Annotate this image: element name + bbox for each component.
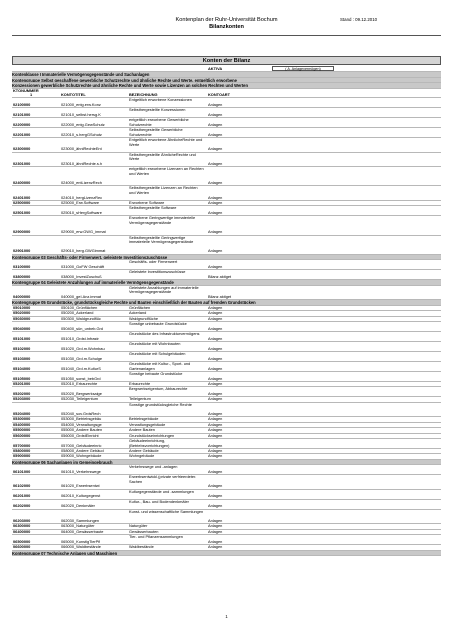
cell-bezeichnung: Andere Bauten [129,427,155,433]
accounts-table [12,56,441,556]
table-row [12,108,441,118]
cell-kontotitel: 021000_entg.erw.Konz [61,101,101,107]
group-header-row: Kontengruppe 03 Geschäfts- oder Firmenwert, geleistete Investitionszuschüsse [12,255,441,261]
cell-kontoart: Anlagen [208,263,223,269]
cell-kontoart: Anlagen [208,538,223,544]
cell-kontotitel: 029000_erw.GWG_immat [61,229,106,235]
cell-bezeichnung: Grundstücke mit Kultur-, Sport- und Gartenanlagen [129,361,191,371]
cell-bezeichnung: Grundstücke des Infrastrukturvermögens [129,331,200,336]
group-header-row: Kontengruppe 05 Grundstücke, grundstücksgleiche Rechte und Bauten einschließlich der Bauten auf fremden Grundstücken [12,300,441,306]
table-row [12,475,441,490]
cell-kontoart: Anlagen [208,194,223,200]
anlagevermoegen-label: ( A. Anlagevermögen) [272,66,334,71]
cell-kontotitel: 023010_ähnlRechte.s.h [61,160,103,166]
cell-ktonummer: 02401000 [13,194,31,200]
cell-kontotitel: 052040_sov.GrdsRech [61,410,101,416]
cell-kontotitel: 061020_Erwerbsentwi [61,483,100,489]
cell-kontoart: Anlagen [208,315,223,321]
header-rule [12,35,441,36]
cell-ktonummer: 06400000 [13,528,31,534]
cell-ktonummer: 04000000 [13,293,31,299]
cell-kontotitel: 052030_Teileigentum [61,396,98,402]
cell-bezeichnung: Selbsthergestellte ÄhnlicheRechte und Werte [129,151,196,162]
cell-bezeichnung: Verwaltungsgebäude [129,421,166,427]
cell-kontotitel: 064000_Gewässerbaute [61,528,104,534]
cell-kontoart: Anlagen [208,427,223,433]
cell-kontoart: Anlagen [208,528,223,534]
cell-ktonummer: 05101000 [13,335,31,341]
cell-kontoart: Anlagen [208,229,223,235]
col-header-index: 1 [30,92,33,98]
aktiva-row [12,65,441,72]
cell-ktonummer: 06203000 [13,518,31,523]
cell-kontoart: Anlagen [208,325,223,331]
table-row [12,510,441,525]
cell-bezeichnung: Gewässerbauten [129,528,159,534]
cell-kontotitel: 065000_KunstigTierPfl [61,538,101,544]
cell-kontotitel: 058000_Andere Gebäud [61,447,104,453]
cell-bezeichnung: Selbsthergestellte Lizenzen an Rechten und Werten [129,185,198,195]
cell-kontotitel: 022010_s.hergGSchutz [61,131,102,137]
table-row [12,270,441,280]
cell-ktonummer: 05020000 [13,310,31,316]
cell-kontoart: Anlagen [208,310,223,316]
column-header-row [12,89,441,99]
cell-bezeichnung: Waldgrundflüche [129,315,159,321]
table-row [12,128,441,138]
cell-bezeichnung: Geleistete Anzahlungen auf immaterielle Vermögensgegenstände [129,284,199,295]
cell-kontotitel: 066000_Waldbestände [61,544,101,550]
cell-kontoart: Anlagen [208,523,223,529]
cell-kontotitel: 051020_Grd.m.Wohnbau [61,345,105,351]
cell-ktonummer: 05400000 [13,421,31,427]
cell-bezeichnung: Erwerbsentwickl.(private verfrieerdeter. Sachen [129,474,197,484]
cell-kontoart: Anlagen [208,468,223,474]
cell-ktonummer: 02201000 [13,131,31,137]
document-subtitle: Bilanzkonten [209,24,244,30]
cell-ktonummer: 02100000 [13,101,31,107]
section-kontengruppe-02: Kontengruppe Selbst geschaffene gewerbliche Schutzrechte und ähnliche Rechte und Werte, entgeltlich erworbene [12,78,441,84]
cell-kontotitel: 063000_Naturgüter [61,523,95,529]
col-header-kontoart: KONTOART [208,92,230,98]
cell-kontotitel: 050300_Waldgrundflüc [61,315,101,321]
cell-bezeichnung: Verkehrswege und -anlagen [129,464,178,470]
cell-ktonummer: 05201000 [13,381,31,386]
cell-kontoart: Anlagen [208,131,223,137]
cell-bezeichnung: Teileigentum [129,396,151,402]
cell-ktonummer: 05800000 [13,447,31,453]
cell-ktonummer: 03100000 [13,263,31,269]
cell-kontoart: Anlagen [208,335,223,341]
table-row [12,342,441,352]
cell-kontoart: Anlagen [208,146,223,152]
table-row [12,216,441,235]
cell-kontoart: Anlagen [208,345,223,351]
cell-ktonummer: 05600000 [13,432,31,438]
cell-ktonummer: 05105000 [13,375,31,381]
cell-bezeichnung: Grundstücke mit Wohnbauten [129,341,181,346]
cell-kontoart: Anlagen [208,121,223,127]
cell-ktonummer: 05300000 [13,416,31,422]
cell-kontotitel: 024010_hergLizenzRec [61,194,103,200]
cell-ktonummer: 05102000 [13,345,31,351]
cell-kontoart: Anlagen [208,447,223,453]
cell-kontotitel: 052020_Bergwerksaige [61,390,102,396]
cell-kontotitel: 023000_ähnlRechteEnt [61,146,102,152]
cell-ktonummer: 06101000 [13,468,31,474]
cell-ktonummer: 06500000 [13,538,31,544]
cell-bezeichnung: Entgeltlich erworbene ÄhnlicheRechte und Werte [129,137,203,147]
cell-bezeichnung: entgeltlich erworbene Lizenzen an Rechten und Werten [129,166,204,176]
cell-bezeichnung: Selbsthergestellte Gewerbliche Schutzrechte [129,127,183,137]
cell-kontotitel: 025010_sHergSoftware [61,209,102,215]
cell-kontoart: Anlagen [208,381,223,386]
table-row [12,206,441,216]
cell-ktonummer: 02500000 [13,199,31,205]
cell-kontotitel: 050100_Grünflächen [61,304,98,310]
cell-bezeichnung: Tier- und Pflanzensammlungen [129,534,183,540]
section-kontengruppe-02-cont: Konzessionen gewerbliche Schutzrechte und ähnliche Rechte und Werte sowie Lizenzen an solchen Rechten und Werten [12,83,441,89]
cell-bezeichnung: Kultur-, Bau- und Bodendenkmäler [129,498,189,504]
table-body [12,98,441,556]
cell-bezeichnung: Sonstige grundstücksgleiche Rechte [129,401,192,407]
cell-bezeichnung: Erbaurechte [129,381,151,386]
cell-ktonummer: 05202000 [13,390,31,396]
table-row [12,236,441,255]
cell-bezeichnung: Grünflächen [129,304,151,310]
table-row [12,403,441,418]
cell-ktonummer: 02300000 [13,146,31,152]
cell-kontotitel: 061010_Verkehrswege [61,468,101,474]
cell-bezeichnung: Geschäfts- oder Firmenwert [129,259,178,265]
cell-kontoart: Bilanz aktiget [208,293,232,299]
cell-ktonummer: 05104000 [13,365,31,371]
col-header-ktonummer: KTONUMMER [13,87,39,93]
cell-bezeichnung: Bergwerkseigentum, Abbaurechte [129,386,188,392]
cell-kontoart: Anlagen [208,442,223,448]
cell-ktonummer: 02400000 [13,179,31,185]
cell-kontotitel: 052010_Erbaurechte [61,381,98,386]
cell-ktonummer: 02501000 [13,209,31,215]
cell-kontoart: Anlagen [208,544,223,550]
cell-kontotitel: 051010_Grdst.Infrastr [61,335,99,341]
table-row [12,286,441,301]
cell-bezeichnung: Kulturgegenstände und -sammlungen [129,488,194,494]
cell-kontotitel: 059000_Wohngebäude [61,453,102,459]
cell-kontoart: Anlagen [208,179,223,185]
cell-kontoart: Anlagen [208,410,223,416]
cell-ktonummer: 05500000 [13,427,31,433]
cell-ktonummer: 02900000 [13,229,31,235]
cell-kontotitel: 031000_GoFW Geschäft [61,263,105,269]
cell-kontoart: Anlagen [208,483,223,489]
cell-ktonummer: 05103000 [13,355,31,361]
cell-kontoart: Anlagen [208,101,223,107]
cell-bezeichnung: Wohngebäude [129,453,155,459]
cell-ktonummer: 05010000 [13,304,31,310]
cell-kontoart: Anlagen [208,390,223,396]
cell-bezeichnung: Selbsthergestellte Konzessionen [129,107,186,112]
page-number: 1 [225,614,228,619]
cell-kontotitel: 051030_Grd.m.Schulge [61,355,103,361]
cell-kontotitel: 053000_Betriebsgebäu [61,416,102,422]
cell-ktonummer: 03800000 [13,273,31,279]
cell-ktonummer: 02200000 [13,121,31,127]
cell-kontoart: Anlagen [208,209,223,215]
cell-kontoart: Anlagen [208,160,223,166]
table-row [12,465,441,475]
table-row [12,260,441,270]
cell-kontotitel: 029010_herg.GWGimmat [61,248,106,254]
group-header-row: Kontengruppe 04 Geleistete Anzahlungen auf immaterielle Vermögensgegenstände [12,280,441,286]
cell-bezeichnung: entgeltlich erworbene Gewerbliche Schutzrechte [129,117,189,127]
cell-bezeichnung: Entgeltlich erworbene Konzessionen [129,97,192,102]
cell-kontotitel: 062020_Denkmäler [61,503,95,509]
cell-kontotitel: 050200_Ackerland [61,310,94,316]
cell-kontotitel: 038000_InvestZuschuß [61,273,102,279]
cell-bezeichnung: Grundstückseinrichtungen [129,432,175,438]
cell-kontotitel: 022000_entg.GewSchutz [61,121,105,127]
cell-ktonummer: 05203000 [13,396,31,402]
cell-kontotitel: 054000_Verwaltungsge [61,421,102,427]
cell-ktonummer: 06300000 [13,523,31,529]
cell-kontoart: Anlagen [208,111,223,117]
cell-ktonummer: 02901000 [13,248,31,254]
cell-bezeichnung: Selbsthergestellte Geringwertige immaterielle Vermögensgegenstände [129,234,194,245]
table-row [12,352,441,362]
table-row [12,118,441,128]
cell-kontoart: Anlagen [208,503,223,509]
cell-bezeichnung: Naturgüter [129,523,148,529]
cell-bezeichnung: Erworbene Geringwertige immaterielle Vermögensgegenstände [129,215,196,225]
cell-kontoart: Anlagen [208,421,223,427]
cell-kontotitel: 055000_Andere Bauten [61,427,103,433]
cell-bezeichnung: Sonstige unbebaute Grundstücke [129,321,187,326]
table-row [12,362,441,372]
table-row [12,322,441,332]
table-row [12,167,441,186]
cell-kontoart: Anlagen [208,355,223,361]
cell-bezeichnung: Gebäudeeinrichtung, (Betriebsvorrichtungen) [129,437,170,448]
stand-date: Stand : 09.12.2010 [340,17,378,22]
cell-ktonummer: 05030000 [13,315,31,321]
cell-kontotitel: 057000_Gebäudeeinric [61,442,102,448]
cell-kontoart: Anlagen [208,518,223,523]
cell-kontotitel: 056000_GrdstEinricht [61,432,99,438]
cell-bezeichnung: Selbsthergestellte Software [129,205,177,211]
cell-kontotitel: 062030_Sammlungen [61,518,100,523]
cell-kontoart: Anlagen [208,375,223,381]
table-title-bar [12,56,441,65]
table-row [12,186,441,201]
table-row [12,138,441,153]
table-title: Konten der Bilanz [202,58,251,64]
cell-bezeichnung: Grundstücke mit Schulgebäuden [129,351,186,356]
group-header-row: Kontengruppe 07 Technische Anlagen und Maschinen [12,551,441,557]
cell-bezeichnung: Waldbestände [129,544,154,550]
cell-kontotitel: 051040_Grd.m.KulturS [61,365,101,371]
cell-kontotitel: 051050_sonst_bebGrd [61,375,101,381]
table-row [12,332,441,342]
cell-kontotitel: 050400_sün_unbeb.Grd [61,325,103,331]
cell-ktonummer: 05900000 [13,453,31,459]
cell-bezeichnung: Kunst- und wissenschaftliche Sammlungen [129,508,204,514]
aktiva-label: AKTIVA [208,66,223,71]
section-kontenklasse: Kontenklasse I Immaterielle Vermögensgegenstände und Sachanlagen [12,72,441,78]
cell-bezeichnung: Sonstige bebaute Grundstücke [129,371,183,376]
cell-kontoart: Anlagen [208,304,223,310]
cell-kontoart: Bilanz aktiget [208,273,232,279]
table-row [12,153,441,168]
cell-ktonummer: 02101000 [13,111,31,117]
group-header-row: Kontengruppe 06 Sachanlagen im Gemeingebrauch [12,460,441,466]
cell-bezeichnung: Geleistete Investitionszuschüsse [129,269,186,275]
cell-kontoart: Anlagen [208,432,223,438]
cell-ktonummer: 02301000 [13,160,31,166]
cell-kontotitel: 021010_selbst.hersg.K [61,111,101,117]
col-header-bezeichnung: BEZEICHNUNG [129,92,158,98]
cell-ktonummer: 06600000 [13,544,31,550]
cell-ktonummer: 05700000 [13,442,31,448]
cell-kontoart: Anlagen [208,416,223,422]
cell-bezeichnung: Andere Gebäude [129,447,159,453]
cell-ktonummer: 06201000 [13,493,31,499]
table-row [12,490,441,500]
cell-kontotitel: 040000_geI.Anz.immat [61,293,102,299]
document-title: Kontenplan der Ruhr-Universität Bochum [175,17,278,23]
cell-kontotitel: 062010_Kulturgegenst [61,493,101,499]
cell-ktonummer: 06202000 [13,503,31,509]
cell-kontoart: Anlagen [208,396,223,402]
cell-kontoart: Anlagen [208,493,223,499]
cell-kontotitel: 024000_entLizenzRech [61,179,102,185]
cell-ktonummer: 05040000 [13,325,31,331]
cell-kontoart: Anlagen [208,453,223,459]
cell-kontoart: Anlagen [208,199,223,205]
col-header-kontotitel: KONTOTITEL [61,92,86,98]
cell-kontotitel: 025000_Erw.Software [61,199,100,205]
cell-kontoart: Anlagen [208,365,223,371]
cell-bezeichnung: Ackerland [129,310,147,316]
cell-ktonummer: 06102000 [13,483,31,489]
table-row [12,98,441,108]
table-row [12,500,441,510]
cell-ktonummer: 05204000 [13,410,31,416]
cell-bezeichnung: Erworbene Software [129,199,165,205]
cell-bezeichnung: Betriebsgebäude [129,416,159,422]
cell-kontoart: Anlagen [208,248,223,254]
